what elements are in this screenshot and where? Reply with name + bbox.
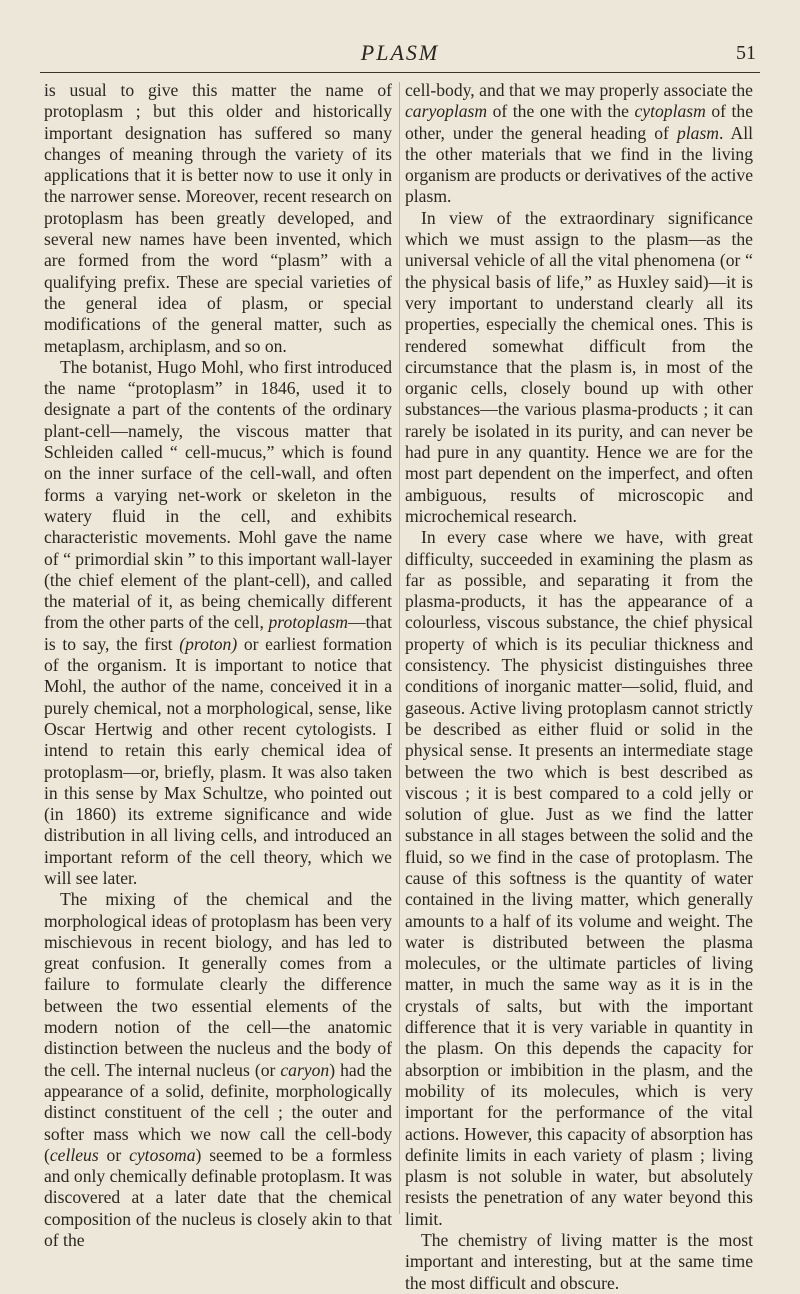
italic-term: cytoplasm <box>634 101 706 122</box>
italic-term: protoplasm <box>268 612 349 633</box>
italic-term: (proton) <box>179 633 238 654</box>
text-run: . All the other materials that we find in the living organism are products or derivatives of the active plasm. <box>405 122 754 207</box>
left-column <box>44 80 392 1251</box>
text-run: or earliest formation of the organism. It is important to notice that Mohl, the author of the name, conceived it in a purely chemical, not a morphological, sense, like Oscar Hertwig and other recent cytologists. I intend to retain this early chemical idea of protoplasm—or, briefly, plasm. It was also taken in this sense by Max Schultze, who pointed out (in 1860) its extreme significance and wide distribution in all living cells, and introduced an important reform of the cell theory, which we will see later. <box>44 633 392 888</box>
running-head: PLASM <box>360 40 440 65</box>
text-run: The mixing of the chemical and the morphological ideas of protoplasm has been very mischievous in recent biology, and has led to great confusion. It generally comes from a failure to formulate clearly the difference between the two essential elements of the modern notion of the cell—the anatomic distinction between the nucleus and the body of the cell. The internal nucleus (or <box>44 889 392 1080</box>
text-run: The botanist, Hugo Mohl, who first introduced the name “protoplasm” in 1846, used it to designate a part of the contents of the ordinary plant-cell—namely, the viscous matter that Schleiden called “ cell-mucus,” which is found on the inner surface of the cell-wall, and often forms a varying net-work or skeleton in the watery fluid in the cell, and exhibits characteristic movements. Mohl gave the name of “ primordial skin ” to this important wall-layer (the chief element of the plant-cell), and called the material of it, as being chemically different from the other parts of the cell, <box>44 356 392 633</box>
right-column <box>405 80 753 1294</box>
column-divider <box>399 82 400 1214</box>
text-run: cell-body, and that we may properly associate the <box>405 80 753 100</box>
italic-term: celleus <box>49 1144 99 1165</box>
text-run: of the one with the <box>487 101 635 122</box>
italic-term: plasm <box>676 122 720 143</box>
page-number: 51 <box>736 42 756 64</box>
text-run: —that is to say, the first <box>44 612 392 654</box>
page-header <box>0 40 800 74</box>
italic-term: caryoplasm <box>405 101 488 122</box>
paragraph: In every case where we have, with great difficulty, succeeded in examining the plasm as far as possible, and separating it from the plasma-products, it has the appearance of a colourless, viscous substance, the chief physical property of which is its peculiar thickness and consistency. The physicist distinguishes three conditions of inorganic matter—solid, fluid, and gaseous. Active living protoplasm cannot strictly be described as either fluid or solid in the physical sense. It presents an intermediate stage between the two which is best described as viscous ; it is best compared to a cold jelly or solution of glue. Just as we find the latter substance in all stages between the solid and the fluid, so we find in the case of protoplasm. The cause of this softness is the quantity of water contained in the living matter, which generally amounts to a half of its volume and weight. The water is distributed between the plasma molecules, or the ultimate particles of living matter, in much the same way as it is in the crystals of salts, but with the important difference that it is very variable in quantity in the plasm. On this depends the capacity for absorption or imbibition in the plasm, and the mobility of its molecules, which is very important for the performance of the vital actions. However, this capacity of absorption has definite limits in each variety of plasm ; living plasm is not soluble in water, but absolutely resists the penetration of any water beyond this limit. <box>405 527 753 1229</box>
text-run: of the other, under the general heading of <box>405 101 753 143</box>
paragraph: In view of the extraordinary significance which we must assign to the plasm—as the universal vehicle of all the vital phenomena (or “ the physical basis of life,” as Huxley said)—it is very important to understand clearly all its properties, especially the chemical ones. This is rendered somewhat difficult from the circumstance that the plasm is, in most of the organic cells, closely bound up with other substances—the various plasma-products ; it can rarely be isolated in its purity, and can never be had pure in any quantity. Hence we are for the most part dependent on the imperfect, and often ambiguous, results of microscopic and microchemical research. <box>405 207 753 526</box>
paragraph <box>44 357 392 889</box>
header-rule <box>40 72 760 73</box>
paragraph: is usual to give this matter the name of protoplasm ; but this older and historically important designation has suffered so many changes of meaning through the variety of its applications that it is better now to use it only in the narrower sense. Moreover, recent research on protoplasm has been greatly developed, and several new names have been invented, which are formed from the word “plasm” with a qualifying prefix. These are special varieties of the general idea of plasm, or special modifications of the general matter, such as metaplasm, archiplasm, and so on. <box>44 80 392 356</box>
text-run: ) had the appearance of a solid, definite, morphologically distinct constituent of the cell ; the outer and softer mass which we now call the cell-body ( <box>44 1059 392 1165</box>
italic-term: cytosoma <box>129 1144 196 1165</box>
paragraph: The chemistry of living matter is the most important and interesting, but at the same time the most difficult and obscure. <box>405 1230 753 1293</box>
italic-term: caryon <box>280 1059 330 1080</box>
paragraph <box>44 889 392 1251</box>
text-run: ) seemed to be a formless and only chemically definable protoplasm. It was discovered at a later date that the chemical composition of the nucleus is closely akin to that of the <box>44 1144 393 1251</box>
text-run: or <box>98 1144 130 1165</box>
paragraph <box>405 80 753 208</box>
